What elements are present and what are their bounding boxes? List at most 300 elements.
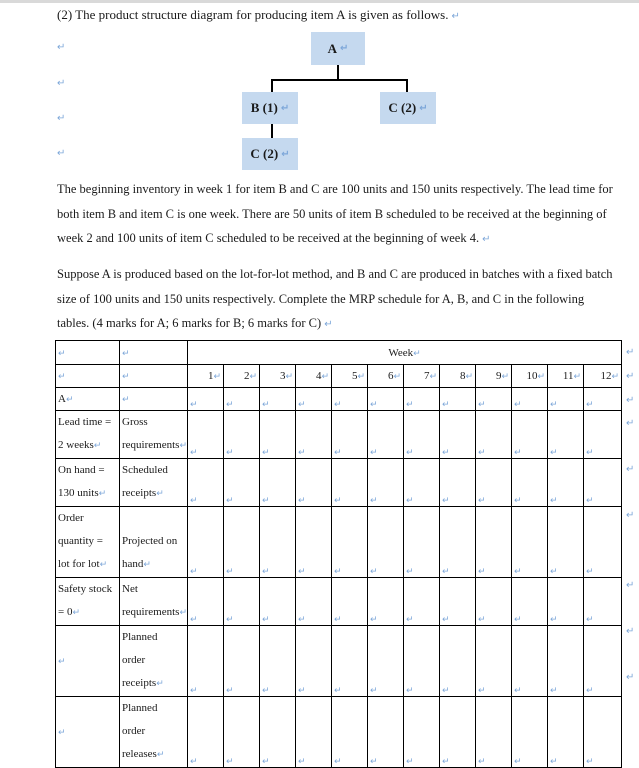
return-mark-icon: ↵	[550, 400, 558, 410]
week-number-cell	[368, 365, 404, 388]
week-number-cell	[260, 365, 296, 388]
return-mark-icon: ↵	[334, 567, 342, 577]
return-mark-icon: ↵	[58, 348, 66, 359]
return-mark-icon: ↵	[262, 496, 270, 506]
schedule-cell[interactable]	[368, 507, 404, 578]
week-number: 11	[562, 370, 574, 382]
node-c-top-label: C (2)	[388, 100, 417, 115]
return-mark-icon: ↵	[442, 757, 450, 767]
return-mark-icon: ↵	[262, 400, 270, 410]
return-mark-icon: ↵	[626, 464, 635, 475]
connector-line	[271, 79, 273, 93]
schedule-cell[interactable]	[440, 388, 476, 411]
row-label: Scheduled	[122, 464, 168, 476]
schedule-cell[interactable]	[368, 697, 404, 768]
return-mark-icon: ↵	[482, 234, 491, 245]
connector-line	[337, 65, 339, 80]
schedule-cell[interactable]	[260, 459, 296, 507]
return-mark-icon: ↵	[334, 448, 342, 458]
schedule-cell[interactable]	[296, 411, 332, 459]
return-mark-icon: ↵	[334, 615, 342, 625]
order-quantity-label: quantity =	[58, 535, 104, 547]
schedule-cell[interactable]	[404, 578, 440, 626]
return-mark-icon: ↵	[298, 448, 306, 458]
week-number: 9	[495, 370, 502, 382]
return-mark-icon: ↵	[262, 448, 270, 458]
schedule-cell[interactable]	[260, 578, 296, 626]
week-label-cell	[188, 341, 622, 365]
blank-cell	[56, 697, 120, 768]
return-mark-icon: ↵	[586, 567, 594, 577]
return-mark-icon: ↵	[298, 400, 306, 410]
return-mark-icon: ↵	[298, 567, 306, 577]
schedule-cell[interactable]	[548, 578, 584, 626]
connector-line	[271, 79, 408, 81]
return-mark-icon: ↵	[213, 372, 221, 382]
schedule-cell[interactable]	[368, 388, 404, 411]
instructions-paragraph	[57, 262, 619, 338]
return-mark-icon: ↵	[93, 441, 102, 451]
blank-cell	[120, 388, 188, 411]
schedule-cell[interactable]	[368, 411, 404, 459]
projected-on-hand-label-cell	[120, 507, 188, 578]
week-number: 8	[459, 370, 466, 382]
return-mark-icon: ↵	[122, 395, 130, 405]
blank-cell	[120, 365, 188, 388]
schedule-cell[interactable]	[188, 411, 224, 459]
schedule-cell[interactable]	[188, 697, 224, 768]
schedule-cell[interactable]	[296, 459, 332, 507]
week-number-cell	[404, 365, 440, 388]
schedule-cell[interactable]	[548, 697, 584, 768]
schedule-cell[interactable]	[260, 507, 296, 578]
return-mark-icon: ↵	[514, 448, 522, 458]
return-mark-icon: ↵	[626, 371, 635, 382]
schedule-cell[interactable]	[440, 507, 476, 578]
return-mark-icon: ↵	[370, 496, 378, 506]
return-mark-icon: ↵	[281, 148, 290, 160]
week-number: 3	[279, 370, 286, 382]
schedule-cell[interactable]	[224, 459, 260, 507]
on-hand-value: 130 units	[58, 487, 99, 499]
mrp-schedule-table	[55, 340, 622, 768]
return-mark-icon: ↵	[406, 686, 414, 696]
schedule-cell[interactable]	[512, 507, 548, 578]
return-mark-icon: ↵	[501, 372, 509, 382]
return-mark-icon: ↵	[478, 400, 486, 410]
schedule-cell[interactable]	[440, 697, 476, 768]
row-label: Planned	[122, 702, 158, 714]
schedule-cell[interactable]	[512, 697, 548, 768]
return-mark-icon: ↵	[143, 560, 151, 570]
return-mark-icon: ↵	[262, 615, 270, 625]
schedule-cell[interactable]	[584, 507, 622, 578]
return-mark-icon: ↵	[550, 615, 558, 625]
return-mark-icon: ↵	[58, 372, 66, 382]
lead-time-label: Lead time =	[58, 416, 112, 428]
schedule-cell[interactable]	[584, 459, 622, 507]
schedule-cell[interactable]	[332, 578, 368, 626]
return-mark-icon: ↵	[406, 567, 414, 577]
schedule-cell[interactable]	[260, 626, 296, 697]
return-mark-icon: ↵	[65, 395, 74, 405]
return-mark-icon: ↵	[586, 496, 594, 506]
item-row	[56, 388, 622, 411]
return-mark-icon: ↵	[586, 448, 594, 458]
return-mark-icon: ↵	[370, 615, 378, 625]
return-mark-icon: ↵	[122, 348, 130, 359]
blank-cell	[56, 626, 120, 697]
schedule-cell[interactable]	[404, 697, 440, 768]
on-hand-label: On hand =	[58, 464, 105, 476]
week-number: 6	[387, 370, 394, 382]
schedule-cell[interactable]	[548, 626, 584, 697]
return-mark-icon: ↵	[393, 372, 401, 382]
return-mark-icon: ↵	[406, 496, 414, 506]
schedule-cell[interactable]	[260, 388, 296, 411]
node-item-c-top	[380, 92, 436, 124]
planned-order-receipts-row	[56, 626, 622, 697]
week-number-cell	[332, 365, 368, 388]
return-mark-icon: ↵	[249, 372, 257, 382]
return-mark-icon: ↵	[334, 686, 342, 696]
question-heading	[57, 7, 460, 23]
return-mark-icon: ↵	[298, 496, 306, 506]
return-mark-icon: ↵	[514, 400, 522, 410]
return-mark-icon: ↵	[626, 626, 635, 637]
planned-order-receipts-label-cell	[120, 626, 188, 697]
row-label: receipts	[122, 487, 157, 499]
return-mark-icon: ↵	[156, 489, 164, 499]
safety-stock-label: Safety stock	[58, 583, 113, 595]
return-mark-icon: ↵	[226, 448, 234, 458]
return-mark-icon: ↵	[57, 42, 66, 53]
week-number-cell	[224, 365, 260, 388]
page-top-edge	[0, 0, 639, 3]
schedule-cell[interactable]	[332, 388, 368, 411]
order-quantity-value: lot for lot	[58, 558, 100, 570]
week-header-row	[56, 341, 622, 365]
return-mark-icon: ↵	[442, 615, 450, 625]
return-mark-icon: ↵	[334, 496, 342, 506]
return-mark-icon: ↵	[156, 679, 164, 689]
schedule-cell[interactable]	[404, 626, 440, 697]
schedule-cell[interactable]	[188, 388, 224, 411]
week-number-cell	[548, 365, 584, 388]
planned-order-releases-row	[56, 697, 622, 768]
return-mark-icon: ↵	[190, 757, 198, 767]
return-mark-icon: ↵	[626, 672, 635, 683]
schedule-cell[interactable]	[332, 411, 368, 459]
return-mark-icon: ↵	[340, 43, 349, 54]
paragraph-text: The beginning inventory in week 1 for item B and C are 100 units and 150 units respectively. The lead time for both item B and item C is one week. There are 50 units of item B scheduled to be received at the beginning of week 2 and 100 units of item C scheduled to be received at the beginning of week 4.	[57, 182, 613, 245]
return-mark-icon: ↵	[442, 567, 450, 577]
return-mark-icon: ↵	[550, 567, 558, 577]
schedule-cell[interactable]	[440, 411, 476, 459]
week-number-cell	[476, 365, 512, 388]
return-mark-icon: ↵	[478, 496, 486, 506]
return-mark-icon: ↵	[626, 418, 635, 429]
return-mark-icon: ↵	[190, 496, 198, 506]
return-mark-icon: ↵	[226, 496, 234, 506]
lead-time-value: 2 weeks	[58, 439, 94, 451]
week-number-cell	[512, 365, 548, 388]
node-c-child-label: C (2)	[250, 146, 279, 161]
connector-line	[271, 124, 273, 139]
schedule-cell[interactable]	[548, 411, 584, 459]
return-mark-icon: ↵	[226, 757, 234, 767]
return-mark-icon: ↵	[370, 757, 378, 767]
return-mark-icon: ↵	[72, 608, 81, 618]
week-number: 2	[243, 370, 250, 382]
week-number-cell	[188, 365, 224, 388]
return-mark-icon: ↵	[57, 148, 66, 159]
return-mark-icon: ↵	[334, 400, 342, 410]
schedule-cell[interactable]	[368, 626, 404, 697]
week-number: 1	[207, 370, 214, 382]
return-mark-icon: ↵	[514, 496, 522, 506]
return-mark-icon: ↵	[429, 372, 437, 382]
schedule-cell[interactable]	[332, 626, 368, 697]
return-mark-icon: ↵	[478, 615, 486, 625]
schedule-cell[interactable]	[512, 388, 548, 411]
row-label: requirements	[122, 439, 180, 451]
schedule-cell[interactable]	[476, 697, 512, 768]
row-label: requirements	[122, 606, 180, 618]
schedule-cell[interactable]	[224, 626, 260, 697]
return-mark-icon: ↵	[406, 400, 414, 410]
schedule-cell[interactable]	[296, 578, 332, 626]
return-mark-icon: ↵	[586, 686, 594, 696]
gross-requirements-row	[56, 411, 622, 459]
row-label: hand	[122, 558, 144, 570]
schedule-cell[interactable]	[440, 626, 476, 697]
week-number: 5	[351, 370, 358, 382]
node-item-a	[311, 32, 365, 65]
return-mark-icon: ↵	[357, 372, 365, 382]
connector-line	[406, 79, 408, 93]
schedule-cell[interactable]	[332, 459, 368, 507]
schedule-cell[interactable]	[476, 507, 512, 578]
return-mark-icon: ↵	[179, 441, 187, 451]
schedule-cell[interactable]	[224, 388, 260, 411]
row-label: order receipts	[122, 654, 157, 689]
return-mark-icon: ↵	[156, 750, 165, 760]
row-label: Gross	[122, 416, 148, 428]
schedule-cell[interactable]	[296, 507, 332, 578]
schedule-cell[interactable]	[512, 626, 548, 697]
schedule-cell[interactable]	[260, 697, 296, 768]
node-item-c-child	[242, 138, 298, 170]
schedule-cell[interactable]	[260, 411, 296, 459]
row-label: Projected on	[122, 535, 178, 547]
schedule-cell[interactable]	[512, 459, 548, 507]
planned-order-releases-label-cell	[120, 697, 188, 768]
return-mark-icon: ↵	[370, 400, 378, 410]
return-mark-icon: ↵	[298, 686, 306, 696]
gross-requirements-label-cell	[120, 411, 188, 459]
schedule-cell[interactable]	[440, 459, 476, 507]
schedule-cell[interactable]	[476, 626, 512, 697]
return-mark-icon: ↵	[465, 372, 473, 382]
week-number: 12	[600, 370, 612, 382]
return-mark-icon: ↵	[626, 395, 635, 406]
schedule-cell[interactable]	[332, 507, 368, 578]
return-mark-icon: ↵	[514, 615, 522, 625]
schedule-cell[interactable]	[296, 697, 332, 768]
return-mark-icon: ↵	[442, 686, 450, 696]
return-mark-icon: ↵	[122, 372, 130, 382]
schedule-cell[interactable]	[404, 459, 440, 507]
item-label: A	[58, 393, 66, 405]
schedule-cell[interactable]	[188, 507, 224, 578]
week-label: Week	[388, 346, 414, 359]
schedule-cell[interactable]	[368, 459, 404, 507]
return-mark-icon: ↵	[99, 560, 108, 570]
schedule-cell[interactable]	[368, 578, 404, 626]
return-mark-icon: ↵	[262, 567, 270, 577]
schedule-cell[interactable]	[512, 578, 548, 626]
schedule-cell[interactable]	[512, 411, 548, 459]
schedule-cell[interactable]	[548, 459, 584, 507]
week-number: 7	[423, 370, 430, 382]
schedule-cell[interactable]	[584, 388, 622, 411]
lead-time-cell	[56, 411, 120, 459]
return-mark-icon: ↵	[226, 686, 234, 696]
return-mark-icon: ↵	[478, 757, 486, 767]
schedule-cell[interactable]	[476, 459, 512, 507]
schedule-cell[interactable]	[584, 626, 622, 697]
return-mark-icon: ↵	[57, 113, 66, 124]
scheduled-receipts-row	[56, 459, 622, 507]
return-mark-icon: ↵	[58, 657, 66, 667]
return-mark-icon: ↵	[442, 400, 450, 410]
return-mark-icon: ↵	[334, 757, 342, 767]
safety-stock-cell	[56, 578, 120, 626]
return-mark-icon: ↵	[190, 686, 198, 696]
schedule-cell[interactable]	[404, 411, 440, 459]
net-requirements-row	[56, 578, 622, 626]
schedule-cell[interactable]	[476, 578, 512, 626]
return-mark-icon: ↵	[370, 567, 378, 577]
order-quantity-cell	[56, 507, 120, 578]
return-mark-icon: ↵	[626, 510, 635, 521]
return-mark-icon: ↵	[586, 757, 594, 767]
return-mark-icon: ↵	[190, 400, 198, 410]
return-mark-icon: ↵	[514, 757, 522, 767]
schedule-cell[interactable]	[188, 626, 224, 697]
item-cell	[56, 388, 120, 411]
schedule-cell[interactable]	[476, 388, 512, 411]
week-number-cell	[584, 365, 622, 388]
return-mark-icon: ↵	[226, 615, 234, 625]
return-mark-icon: ↵	[573, 372, 581, 382]
return-mark-icon: ↵	[285, 372, 293, 382]
return-mark-icon: ↵	[406, 757, 414, 767]
net-requirements-label-cell	[120, 578, 188, 626]
row-label: Planned	[122, 631, 158, 643]
return-mark-icon: ↵	[179, 608, 187, 618]
return-mark-icon: ↵	[442, 496, 450, 506]
return-mark-icon: ↵	[298, 757, 306, 767]
node-item-b	[242, 92, 298, 124]
return-mark-icon: ↵	[58, 728, 66, 738]
week-number-row	[56, 365, 622, 388]
schedule-cell[interactable]	[476, 411, 512, 459]
schedule-cell[interactable]	[584, 697, 622, 768]
row-label: order releases	[122, 725, 157, 760]
return-mark-icon: ↵	[419, 102, 428, 114]
return-mark-icon: ↵	[611, 372, 620, 382]
return-mark-icon: ↵	[550, 757, 558, 767]
node-b-label: B (1)	[250, 100, 278, 115]
return-mark-icon: ↵	[98, 489, 107, 499]
schedule-cell[interactable]	[296, 626, 332, 697]
return-mark-icon: ↵	[550, 496, 558, 506]
schedule-cell[interactable]	[404, 388, 440, 411]
return-mark-icon: ↵	[370, 686, 378, 696]
return-mark-icon: ↵	[550, 448, 558, 458]
schedule-cell[interactable]	[584, 578, 622, 626]
schedule-cell[interactable]	[188, 578, 224, 626]
return-mark-icon: ↵	[586, 615, 594, 625]
return-mark-icon: ↵	[514, 567, 522, 577]
return-mark-icon: ↵	[537, 372, 545, 382]
schedule-cell[interactable]	[296, 388, 332, 411]
return-mark-icon: ↵	[321, 372, 329, 382]
return-mark-icon: ↵	[514, 686, 522, 696]
node-a-label: A	[327, 40, 337, 56]
week-number-cell	[440, 365, 476, 388]
return-mark-icon: ↵	[57, 78, 66, 89]
schedule-cell[interactable]	[584, 411, 622, 459]
return-mark-icon: ↵	[190, 448, 198, 458]
blank-cell	[120, 341, 188, 365]
schedule-cell[interactable]	[548, 388, 584, 411]
schedule-cell[interactable]	[224, 411, 260, 459]
return-mark-icon: ↵	[324, 319, 333, 330]
blank-cell	[56, 365, 120, 388]
heading-text: (2) The product structure diagram for producing item A is given as follows.	[57, 7, 449, 22]
return-mark-icon: ↵	[370, 448, 378, 458]
return-mark-icon: ↵	[226, 400, 234, 410]
order-quantity-label: Order	[58, 512, 84, 524]
schedule-cell[interactable]	[224, 697, 260, 768]
projected-on-hand-row	[56, 507, 622, 578]
schedule-cell[interactable]	[548, 507, 584, 578]
return-mark-icon: ↵	[406, 448, 414, 458]
paragraph-text: Suppose A is produced based on the lot-for-lot method, and B and C are produced in batches with a fixed batch size of 100 units and 150 units respectively. Complete the MRP schedule for A, B, and C in the following tables. (4 marks for A; 6 marks for B; 6 marks for C)	[57, 267, 613, 330]
return-mark-icon: ↵	[280, 102, 290, 114]
return-mark-icon: ↵	[626, 580, 635, 591]
return-mark-icon: ↵	[478, 686, 486, 696]
return-mark-icon: ↵	[478, 567, 486, 577]
return-mark-icon: ↵	[478, 448, 486, 458]
return-mark-icon: ↵	[550, 686, 558, 696]
return-mark-icon: ↵	[586, 400, 594, 410]
schedule-cell[interactable]	[224, 578, 260, 626]
schedule-cell[interactable]	[404, 507, 440, 578]
return-mark-icon: ↵	[451, 11, 460, 22]
week-number: 4	[315, 370, 322, 382]
return-mark-icon: ↵	[226, 567, 234, 577]
schedule-cell[interactable]	[188, 459, 224, 507]
schedule-cell[interactable]	[440, 578, 476, 626]
schedule-cell[interactable]	[224, 507, 260, 578]
blank-cell	[56, 341, 120, 365]
schedule-cell[interactable]	[332, 697, 368, 768]
on-hand-cell	[56, 459, 120, 507]
